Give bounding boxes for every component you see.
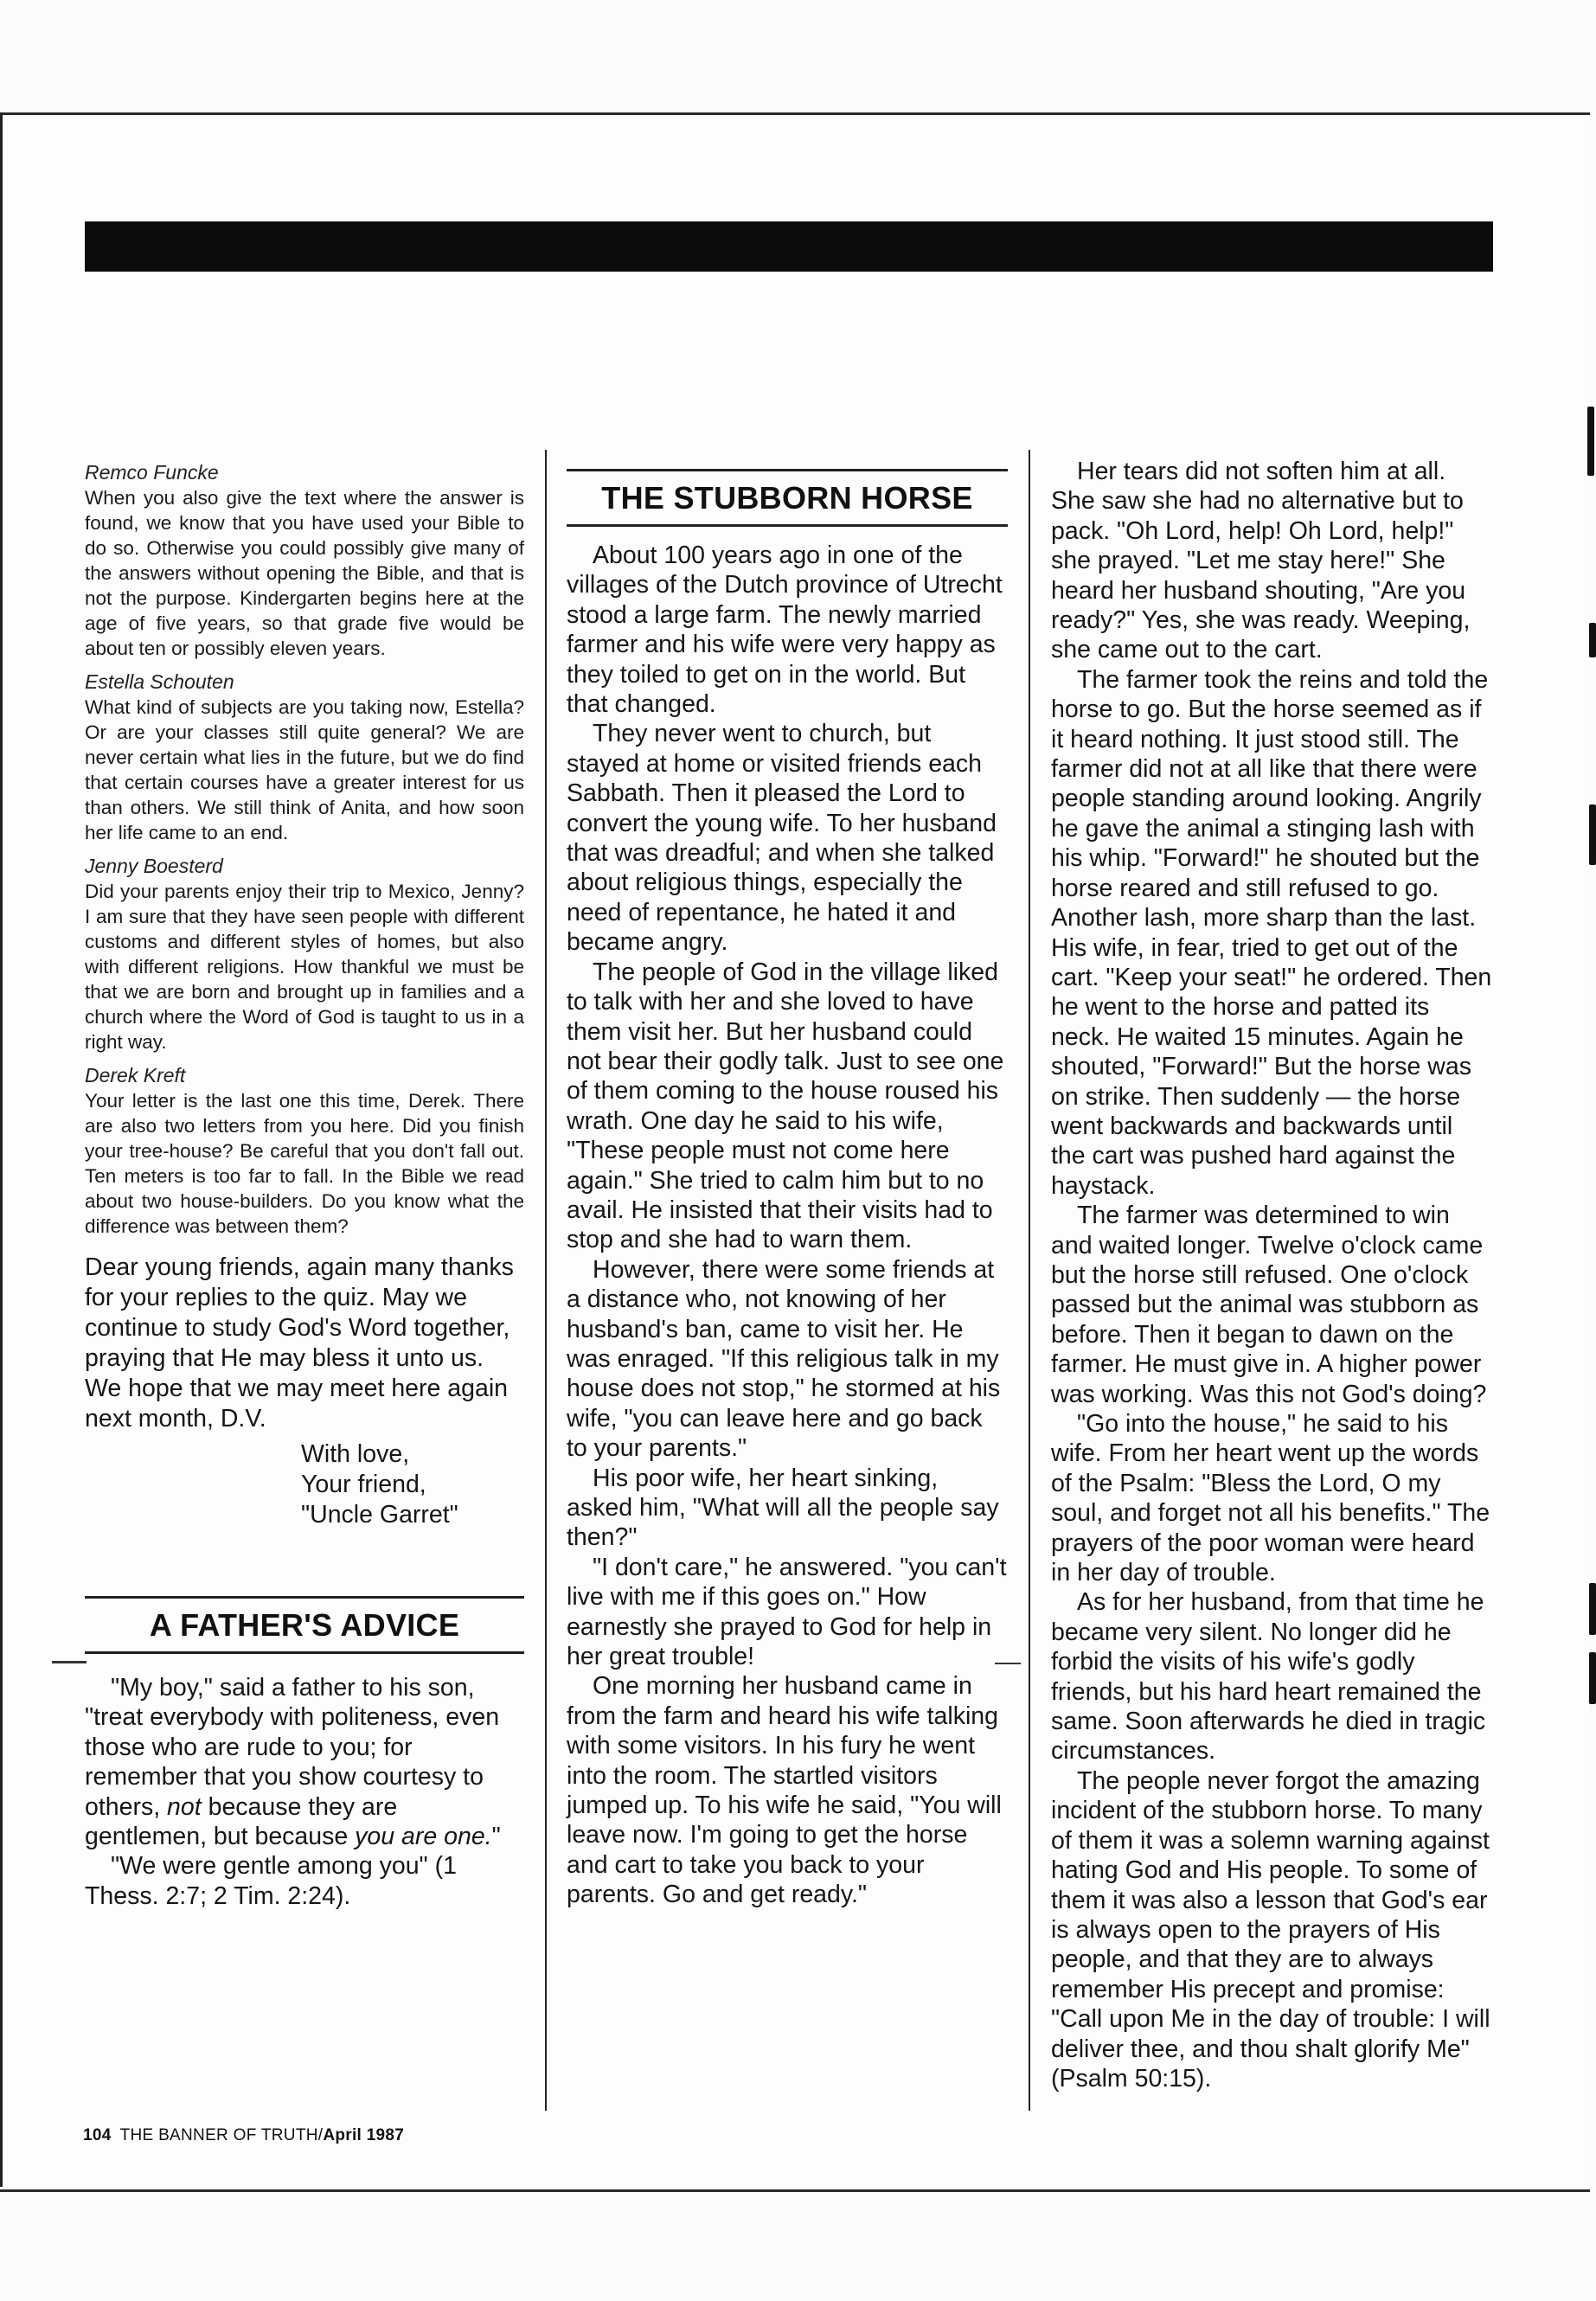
column-rule <box>545 450 547 2111</box>
column-rule <box>1029 450 1030 2111</box>
story-paragraph: One morning her husband came in from the farm and heard his wife talking with some visitors. In his fury he went into the room. The startled visitors jumped up. To his wife he said, "You will leave now. I'm going to get the horse and cart to take you back to your parents. Go and get ready." <box>567 1672 1002 1909</box>
section-title-stubborn-horse: THE STUBBORN HORSE <box>567 469 1008 527</box>
story-paragraph: About 100 years ago in one of the villages of the Dutch province of Utrecht stood a large farm. The newly married farmer and his wife were very happy as they toiled to get on in the world. But that changed. <box>567 542 1003 719</box>
binding-mark <box>1589 623 1596 657</box>
issue-date: April 1987 <box>323 2126 405 2144</box>
fathers-advice-article <box>85 1673 524 1911</box>
story-paragraph: However, there were some friends at a distance who, not knowing of her husband's ban, came to visit her. He was enraged. "If this religious talk in my house does not stop," he stormed at his wife, "you can leave here and go back to your parents." <box>567 1255 1001 1463</box>
page-number: 104 <box>83 2126 112 2144</box>
letter-reply <box>85 1063 524 1239</box>
signoff <box>301 1439 524 1530</box>
letter-text: Your letter is the last one this time, Derek. There are also two letters from you here. Did you finish your tree-house? Be careful that you don't fall out. Ten meters is too far to fall. In the Bible we read about two house-builders. Do you know what the difference was between them? <box>85 1090 524 1237</box>
header-bar <box>85 221 1493 272</box>
article-paragraph: "We were gentle among you" (1 Thess. 2:7; 2 Tim. 2:24). <box>85 1852 457 1910</box>
story-text-continued <box>1051 457 1492 2093</box>
letter-reply <box>85 460 524 661</box>
story-paragraph: As for her husband, from that time he became very silent. No longer did he forbid the visits of his wife's godly friends, but his hard heart remained the same. Soon afterwards he died in tragic circumstances. <box>1051 1588 1486 1766</box>
print-mark <box>995 1663 1021 1664</box>
binding-mark <box>1587 407 1594 476</box>
closing-paragraph: Dear young friends, again many thanks for your replies to the quiz. May we continue to study God's Word together, praying that He may bless it unto us. We hope that we may meet here again next month, D.V. <box>85 1253 514 1433</box>
print-mark <box>52 1661 87 1663</box>
story-paragraph: The farmer was determined to win and waited longer. Twelve o'clock came but the horse still refused. One o'clock passed but the animal was stubborn as before. Then it began to dawn on the farmer. He must give in. A higher power was working. Was this not God's doing? <box>1051 1202 1487 1408</box>
letter-recipient: Derek Kreft <box>85 1064 186 1086</box>
signoff-line: "Uncle Garret" <box>301 1501 458 1529</box>
signoff-line: Your friend, <box>301 1471 426 1498</box>
letter-reply <box>85 670 524 845</box>
section-title-fathers-advice: A FATHER'S ADVICE <box>85 1596 524 1654</box>
story-paragraph: "Go into the house," he said to his wife. From her heart went up the words of the Psalm: "Bless the Lord, O my soul, and forget not all his benefits." The prayers of the poor woman were heard in her day of trouble. <box>1051 1410 1490 1587</box>
story-paragraph: The farmer took the reins and told the horse to go. But the horse seemed as if it heard nothing. It just stood still. The farmer did not at all like that there were people standing around looking. Angrily he gave the animal a stinging lash with his whip. "Forward!" he shouted but the horse reared and still refused to go. Another lash, more sharp than the last. His wife, in fear, tried to get out of the cart. "Keep your seat!" he ordered. Then he went to the horse and patted its neck. He waited 15 minutes. Again he shouted, "Forward!" But the horse was on strike. Then suddenly — the horse went backwards and backwards until the cart was pushed hard against the haystack. <box>1051 665 1492 1200</box>
story-paragraph: His poor wife, her heart sinking, asked him, "What will all the people say then?" <box>567 1464 999 1552</box>
story-column-2 <box>567 457 1008 1910</box>
binding-mark <box>1589 804 1596 865</box>
letters-column <box>85 460 524 1911</box>
page-edge <box>0 112 3 2187</box>
story-column-3 <box>1051 457 1492 2093</box>
letter-recipient: Estella Schouten <box>85 670 234 693</box>
story-paragraph: They never went to church, but stayed at home or visited friends each Sabbath. Then it pleased the Lord to convert the young wife. To her husband that was dreadful; and when she talked about religious things, especially the need of repentance, he hated it and became angry. <box>567 720 997 957</box>
letter-reply <box>85 854 524 1054</box>
story-paragraph: The people never forgot the amazing incident of the stubborn horse. To many of them it was a solemn warning against hating God and His people. To some of them it was also a lesson that God's ear is always open to the prayers of His people, and that they are to always remember His precept and promise: "Call upon Me in the day of trouble: I will deliver thee, and thou shalt glorify Me" (Psalm 50:15). <box>1051 1766 1490 2093</box>
letter-text: What kind of subjects are you taking now, Estella? Or are your classes still quite general? We are never certain what lies in the future, but we do find that certain courses have a greater interest for us than others. We still think of Anita, and how soon her life came to an end. <box>85 696 524 843</box>
signoff-line: With love, <box>301 1440 410 1468</box>
story-paragraph: Her tears did not soften him at all. She saw she had no alternative but to pack. "Oh Lord, help! Oh Lord, help!" she prayed. "Let me stay here!" She heard her husband shouting, "Are you ready?" Yes, she was ready. Weeping, she came out to the cart. <box>1051 458 1471 664</box>
binding-mark <box>1589 1652 1596 1704</box>
letter-recipient: Remco Funcke <box>85 461 219 484</box>
article-paragraph: "My boy," said a father to his son, "treat everybody with politeness, even those who are rude to you; for remember that you show courtesy to others, not because they are gentlemen, but because you are one." <box>85 1674 501 1851</box>
binding-mark <box>1589 1583 1596 1635</box>
letter-text: When you also give the text where the answer is found, we know that you have used your Bible to do so. Otherwise you could possibly give many of the answers without opening the Bible, and that is not the purpose. Kindergarten begins here at the age of five years, so that grade five would be about ten or possibly eleven years. <box>85 487 524 659</box>
letter-text: Did your parents enjoy their trip to Mexico, Jenny? I am sure that they have seen people with different customs and different styles of homes, but also with different religions. How thankful we must be that we are born and brought up in families and a church where the Word of God is taught to us in a right way. <box>85 881 524 1053</box>
letter-recipient: Jenny Boesterd <box>85 855 223 877</box>
publication-name: THE BANNER OF TRUTH/ <box>119 2126 324 2144</box>
story-paragraph: "I don't care," he answered. "you can't live with me if this goes on." How earnestly she prayed to God for help in her great trouble! <box>567 1553 1007 1671</box>
story-text <box>567 541 1008 1910</box>
story-paragraph: The people of God in the village liked to talk with her and she loved to have them visit her. But her husband could not bear their godly talk. Just to see one of them coming to the house roused his wrath. One day he said to his wife, "These people must not come here again." She tried to calm him but to no avail. He insisted that their visits had to stop and she had to warn them. <box>567 958 1004 1254</box>
page-footer <box>83 2126 404 2145</box>
